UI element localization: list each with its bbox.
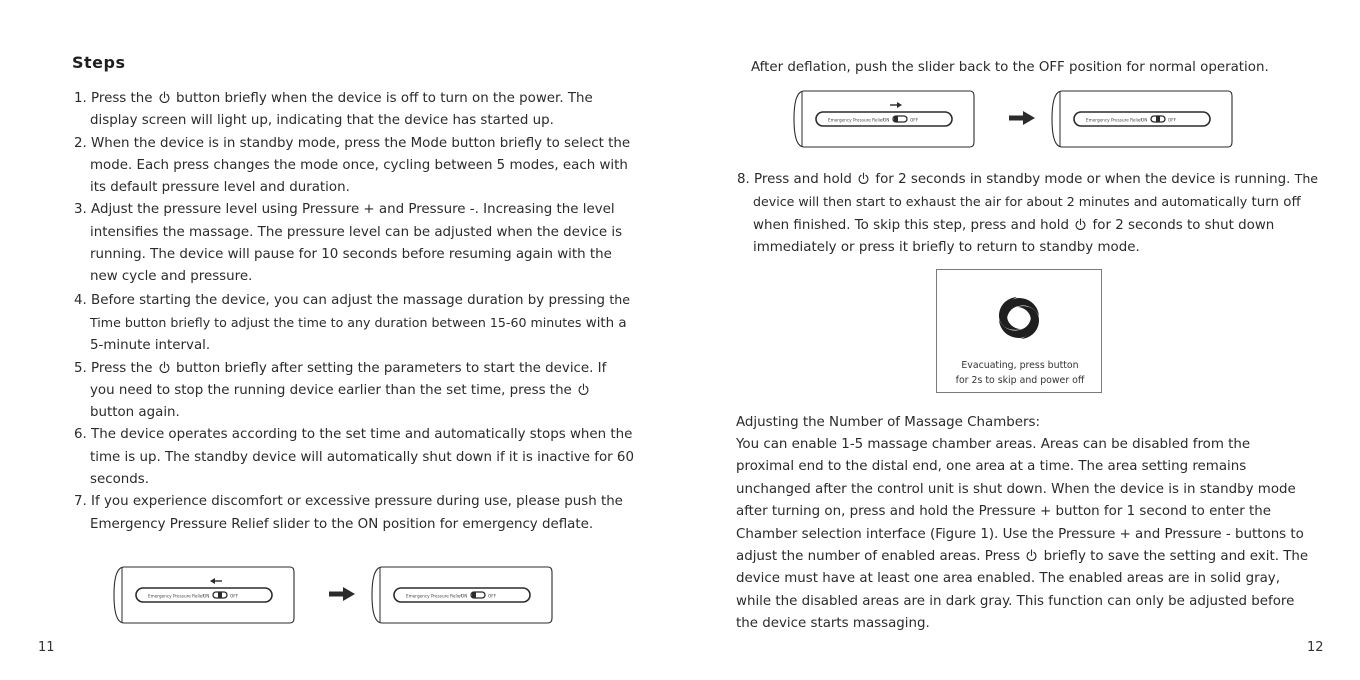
step-3: 3. Adjust the pressure level using Pressure + and Pressure -. Increasing the level intensifies the massage. The pressure level can be adjusted when the device is running. The device will pause for 10 seconds before resuming again with the new cycle and pressure. [74,202,623,285]
intro-text: After deflation, push the slider back to the OFF position for normal operation. [751,60,1269,75]
power-icon [1026,549,1037,562]
svg-text:Emergency Pressure Relief: Emergency Pressure Relief [1086,117,1142,123]
arrow-right-icon [328,586,356,602]
step-7: 7. If you experience discomfort or excessive pressure during use, please push the Emergency Pressure Relief slider to the ON position for emergency deflate. [74,494,623,532]
right-page [680,0,1360,680]
evacuating-screen [936,269,1102,393]
screen-line-2: for 2s to skip and power off [955,375,1085,386]
svg-text:ON: ON [1141,117,1148,123]
device-after [1048,88,1234,150]
svg-text:OFF: OFF [230,593,239,599]
svg-text:OFF: OFF [488,593,497,599]
slider-on-illustration [110,564,550,626]
section-heading: Steps [72,53,126,72]
screen-line-1: Evacuating, press button [961,360,1079,371]
steps-list [74,88,634,536]
slider-off-illustration [790,88,1230,150]
svg-text:Emergency Pressure Relief: Emergency Pressure Relief [406,593,462,599]
svg-text:OFF: OFF [910,117,919,123]
power-icon [159,361,170,374]
power-icon [159,91,170,104]
svg-text:ON: ON [883,117,890,123]
svg-text:OFF: OFF [1168,117,1177,123]
power-icon [578,383,589,396]
chamber-section-title: Adjusting the Number of Massage Chambers: [736,415,1040,430]
device-label: Emergency Pressure Relief [148,593,204,599]
step-8: 8. Press and hold for 2 seconds in standby mode or when the device is running. The device will then start to exhaust the air for about 2 minutes and automatically turn off when finished. To skip this step, press and hold for 2 seconds to shut down immediately or press it briefly to return to standby mode. [737,171,1319,256]
device-before [790,88,976,150]
step-2: 2. When the device is in standby mode, press the Mode button briefly to select the mode. Each press changes the mode once, cycling between 5 modes, each with its default pressure level and duration. [74,135,631,196]
chamber-section-body: You can enable 1-5 massage chamber areas. Areas can be disabled from the proximal end to the distal end, one area at a time. The area setting remains unchanged after the control unit is shut down. When the device is in standby mode after turning on, press and hold the Pressure + button for 1 second to enter the Chamber selection interface (Figure 1). Use the Pressure + and Pressure - buttons to adjust the number of enabled areas. Press briefly to save the setting and exit. The device must have at least one area enabled. The enabled areas are in solid gray, while the disabled areas are in dark gray. This function can only be adjusted before the device starts massaging. [736,437,1309,632]
power-icon [858,172,869,185]
page-number: 12 [1307,640,1324,655]
step-5: 5. Press the button briefly after setting the parameters to start the device. If you need to stop the running device earlier than the set time, press the button again. [74,360,607,421]
power-icon [1075,218,1086,231]
arrow-right-icon [1008,110,1036,126]
svg-text:ON: ON [203,593,210,599]
page-number: 11 [38,640,55,655]
device-before [110,564,296,626]
step-6: 6. The device operates according to the set time and automatically stops when the time is up. The standby device will automatically shut down if it is inactive for 60 seconds. [74,427,634,488]
svg-text:ON: ON [461,593,468,599]
evacuating-spinner-icon [995,294,1043,342]
device-after [368,564,554,626]
step-1: 1. Press the button briefly when the device is off to turn on the power. The display screen will light up, indicating that the device has started up. [74,91,593,129]
svg-text:Emergency Pressure Relief: Emergency Pressure Relief [828,117,884,123]
step-4: 4. Before starting the device, you can adjust the massage duration by pressing the Time button briefly to adjust the time to any duration between 15-60 minutes with a 5-minute interval. [74,291,630,354]
